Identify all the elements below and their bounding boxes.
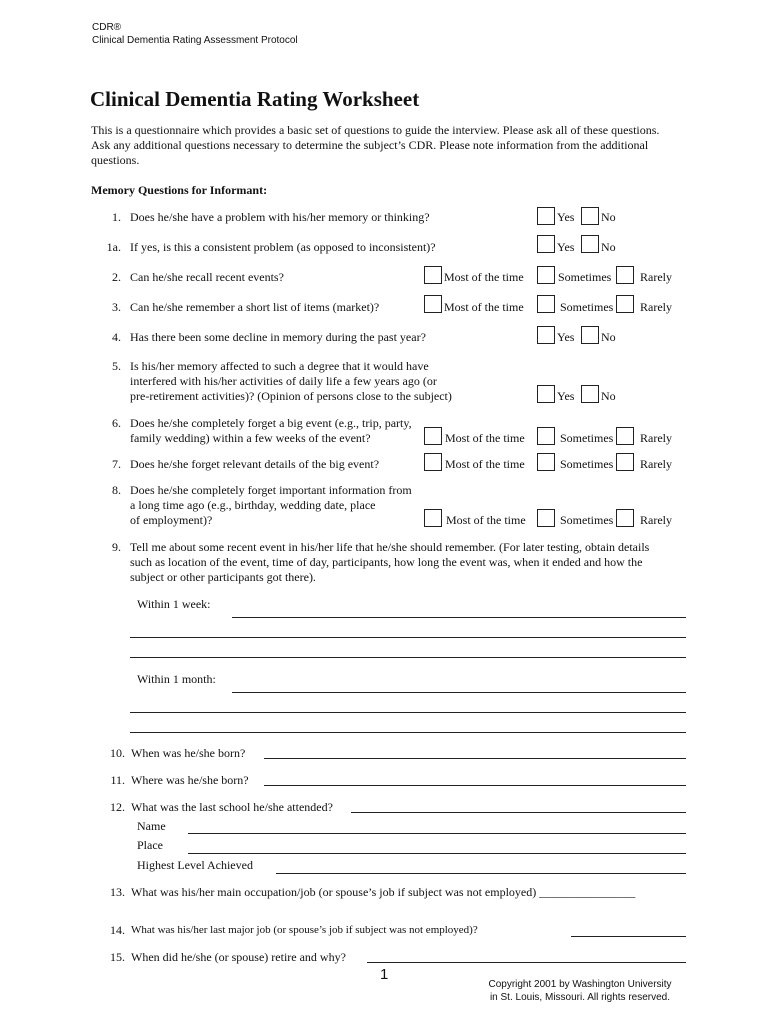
q8-most-label: Most of the time (446, 513, 526, 527)
question-number: 9. (112, 540, 121, 554)
within-month-label: Within 1 month: (137, 672, 216, 686)
q3-rarely-label: Rarely (640, 300, 672, 314)
school-line[interactable] (351, 812, 686, 813)
q3-most-checkbox[interactable] (424, 295, 442, 313)
question-5-line: Is his/her memory affected to such a degree that it would have (130, 359, 429, 373)
question-number: 1a. (106, 240, 121, 254)
q5-no-checkbox[interactable] (581, 385, 599, 403)
question-1a-text: If yes, is this a consistent problem (as opposed to inconsistent)? (130, 240, 436, 254)
q2-rarely-label: Rarely (640, 270, 672, 284)
q1a-yes-label: Yes (557, 240, 575, 254)
school-level-line[interactable] (276, 873, 686, 874)
question-11-text: Where was he/she born? (131, 773, 249, 787)
q1a-no-label: No (601, 240, 616, 254)
question-4-text: Has there been some decline in memory during the past year? (130, 330, 426, 344)
q4-no-checkbox[interactable] (581, 326, 599, 344)
question-number: 13. (110, 885, 125, 899)
page-title: Clinical Dementia Rating Worksheet (90, 87, 420, 111)
question-9-line: such as location of the event, time of day, participants, how long the event was, when it ended and how the (130, 555, 643, 569)
q2-most-checkbox[interactable] (424, 266, 442, 284)
section-heading: Memory Questions for Informant: (91, 183, 268, 197)
question-1-text: Does he/she have a problem with his/her memory or thinking? (130, 210, 430, 224)
q6-rarely-label: Rarely (640, 431, 672, 445)
q3-sometimes-checkbox[interactable] (537, 295, 555, 313)
q6-rarely-checkbox[interactable] (616, 427, 634, 445)
q1-yes-checkbox[interactable] (537, 207, 555, 225)
within-week-line[interactable] (130, 637, 686, 638)
q1a-yes-checkbox[interactable] (537, 235, 555, 253)
q7-rarely-label: Rarely (640, 457, 672, 471)
last-job-line[interactable] (571, 936, 686, 937)
question-number: 15. (110, 950, 125, 964)
question-12-text: What was the last school he/she attended? (131, 800, 333, 814)
q2-rarely-checkbox[interactable] (616, 266, 634, 284)
q8-rarely-checkbox[interactable] (616, 509, 634, 527)
q5-no-label: No (601, 389, 616, 403)
within-month-line[interactable] (232, 692, 686, 693)
question-number: 5. (112, 359, 121, 373)
intro-text: This is a questionnaire which provides a basic set of questions to guide the interview. Please ask all of these questions. Ask any additional questions necessary to determine the subject’s CDR. Please note information from the additional questions. (91, 123, 660, 167)
q8-sometimes-label: Sometimes (560, 513, 614, 527)
q1-yes-label: Yes (557, 210, 575, 224)
question-8-line: of employment)? (130, 513, 213, 527)
question-3-text: Can he/she remember a short list of items (market)? (130, 300, 380, 314)
q6-sometimes-label: Sometimes (560, 431, 614, 445)
q1-no-label: No (601, 210, 616, 224)
question-8-line: Does he/she completely forget important information from (130, 483, 412, 497)
q3-rarely-checkbox[interactable] (616, 295, 634, 313)
retire-line[interactable] (367, 962, 686, 963)
birth-date-line[interactable] (264, 758, 686, 759)
q8-rarely-label: Rarely (640, 513, 672, 527)
within-month-line[interactable] (130, 732, 686, 733)
question-15-text: When did he/she (or spouse) retire and why? (131, 950, 346, 964)
q1a-no-checkbox[interactable] (581, 235, 599, 253)
within-week-line[interactable] (130, 657, 686, 658)
question-number: 12. (110, 800, 125, 814)
q3-most-label: Most of the time (444, 300, 524, 314)
q6-most-label: Most of the time (445, 431, 525, 445)
school-name-line[interactable] (188, 833, 686, 834)
school-name-label: Name (137, 819, 166, 833)
within-week-line[interactable] (232, 617, 686, 618)
question-10-text: When was he/she born? (131, 746, 246, 760)
q8-sometimes-checkbox[interactable] (537, 509, 555, 527)
question-number: 4. (112, 330, 121, 344)
q4-yes-label: Yes (557, 330, 575, 344)
question-number: 1. (112, 210, 121, 224)
q6-most-checkbox[interactable] (424, 427, 442, 445)
question-8-line: a long time ago (e.g., birthday, wedding date, place (130, 498, 376, 512)
q7-rarely-checkbox[interactable] (616, 453, 634, 471)
page-number: 1 (380, 966, 389, 983)
q2-most-label: Most of the time (444, 270, 524, 284)
within-week-label: Within 1 week: (137, 597, 211, 611)
question-number: 14. (110, 923, 125, 937)
birth-place-line[interactable] (264, 785, 686, 786)
question-number: 10. (110, 746, 125, 760)
q8-most-checkbox[interactable] (424, 509, 442, 527)
q7-sometimes-label: Sometimes (560, 457, 614, 471)
question-13-text: What was his/her main occupation/job (or spouse’s job if subject was not employed) ________________ (131, 885, 636, 899)
copyright (470, 978, 690, 1004)
q2-sometimes-checkbox[interactable] (537, 266, 555, 284)
q6-sometimes-checkbox[interactable] (537, 427, 555, 445)
school-place-label: Place (137, 838, 163, 852)
question-number: 3. (112, 300, 121, 314)
q2-sometimes-label: Sometimes (558, 270, 612, 284)
question-2-text: Can he/she recall recent events? (130, 270, 284, 284)
question-6-line: Does he/she completely forget a big event (e.g., trip, party, (130, 416, 412, 430)
q4-no-label: No (601, 330, 616, 344)
question-6-line: family wedding) within a few weeks of the event? (130, 431, 371, 445)
school-place-line[interactable] (188, 853, 686, 854)
q7-sometimes-checkbox[interactable] (537, 453, 555, 471)
header-cdr: CDR® (92, 22, 122, 33)
question-number: 11. (110, 773, 125, 787)
question-number: 7. (112, 457, 121, 471)
within-month-line[interactable] (130, 712, 686, 713)
q5-yes-checkbox[interactable] (537, 385, 555, 403)
school-level-label: Highest Level Achieved (137, 858, 253, 872)
question-number: 8. (112, 483, 121, 497)
question-9-line: subject or other participants got there). (130, 570, 316, 584)
q3-sometimes-label: Sometimes (560, 300, 614, 314)
q5-yes-label: Yes (557, 389, 575, 403)
question-5-line: interfered with his/her activities of daily life a few years ago (or (130, 374, 437, 388)
question-5-line: pre-retirement activities)? (Opinion of persons close to the subject) (130, 389, 452, 403)
copyright-line: Copyright 2001 by Washington University (488, 979, 672, 990)
question-number: 2. (112, 270, 121, 284)
copyright-line: in St. Louis, Missouri. All rights reserved. (489, 992, 671, 1003)
q1-no-checkbox[interactable] (581, 207, 599, 225)
q7-most-checkbox[interactable] (424, 453, 442, 471)
question-9-line: Tell me about some recent event in his/her life that he/she should remember. (For later testing, obtain details (130, 540, 650, 554)
q4-yes-checkbox[interactable] (537, 326, 555, 344)
header-protocol: Clinical Dementia Rating Assessment Protocol (92, 35, 298, 46)
question-number: 6. (112, 416, 121, 430)
question-7-text: Does he/she forget relevant details of the big event? (130, 457, 380, 471)
question-14-text: What was his/her last major job (or spouse’s job if subject was not employed)? (131, 924, 478, 936)
q7-most-label: Most of the time (445, 457, 525, 471)
